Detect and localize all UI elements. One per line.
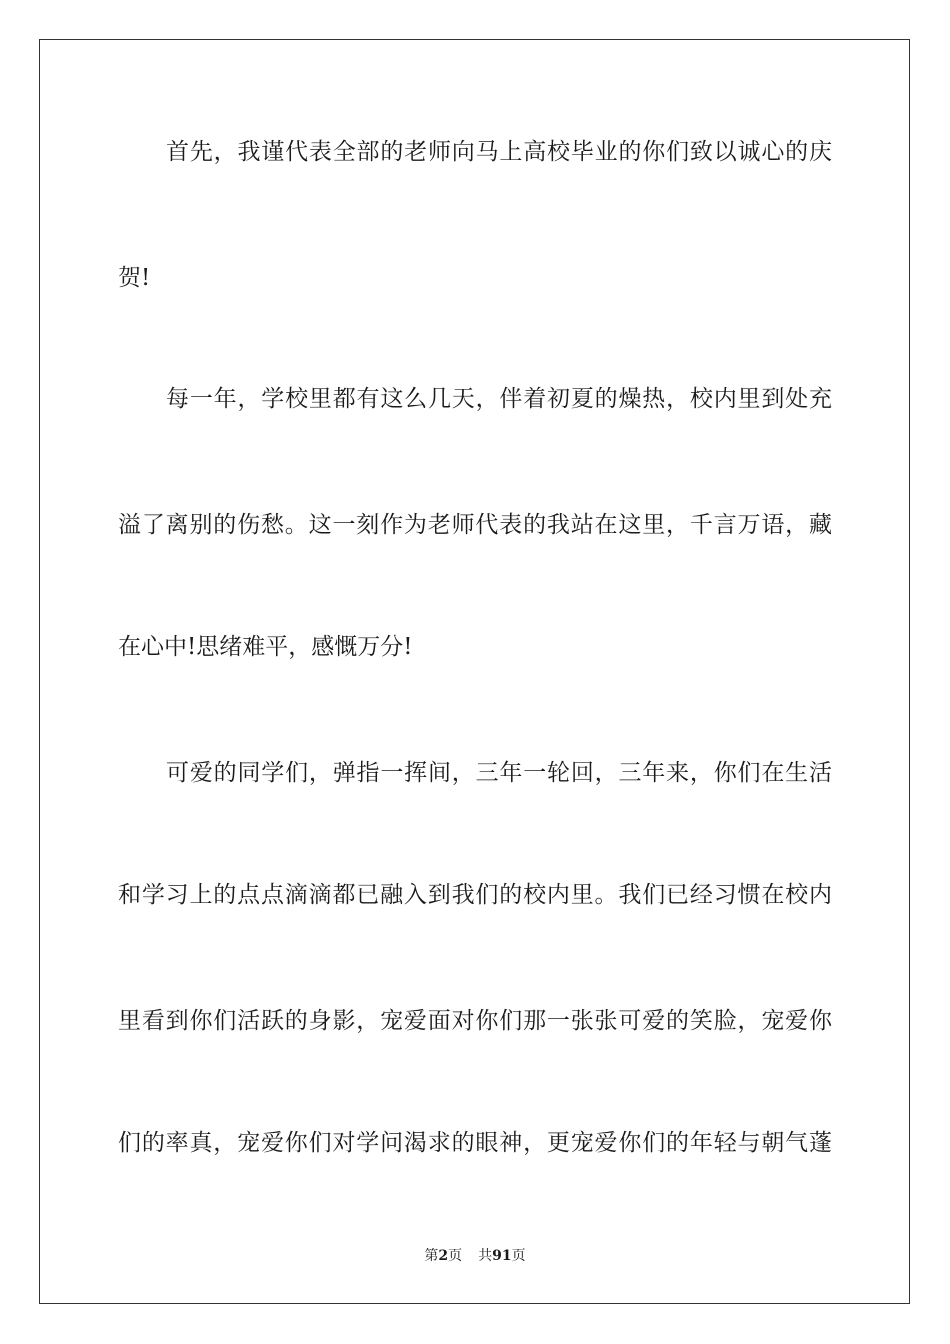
paragraph-3-line-2: 和学习上的点点滴滴都已融入到我们的校内里。我们已经习惯在校内 <box>118 882 832 908</box>
footer-total-pages: 91 <box>492 1248 512 1264</box>
footer-page-suffix: 页 <box>448 1248 463 1264</box>
paragraph-1-line-2: 贺! <box>118 265 151 291</box>
paragraph-2-line-3: 在心中!思绪难平，感慨万分! <box>118 634 413 660</box>
footer-page-prefix: 第 <box>424 1248 439 1264</box>
page-border <box>39 39 910 1304</box>
paragraph-3-line-1: 可爱的同学们，弹指一挥间，三年一轮回，三年来，你们在生活 <box>166 760 832 786</box>
paragraph-1-line-1: 首先，我谨代表全部的老师向马上高校毕业的你们致以诚心的庆 <box>166 139 832 165</box>
paragraph-3-line-4: 们的率真，宠爱你们对学问渴求的眼神，更宠爱你们的年轻与朝气蓬 <box>118 1130 832 1156</box>
paragraph-2-line-2: 溢了离别的伤愁。这一刻作为老师代表的我站在这里，千言万语，藏 <box>118 512 832 538</box>
footer-total-suffix: 页 <box>511 1248 526 1264</box>
footer-total-prefix: 共 <box>478 1248 493 1264</box>
footer-page-number: 2 <box>438 1248 449 1264</box>
page-footer <box>0 1247 950 1265</box>
paragraph-2-line-1: 每一年，学校里都有这么几天，伴着初夏的燥热，校内里到处充 <box>166 386 832 412</box>
paragraph-3-line-3: 里看到你们活跃的身影，宠爱面对你们那一张张可爱的笑脸，宠爱你 <box>118 1008 832 1034</box>
